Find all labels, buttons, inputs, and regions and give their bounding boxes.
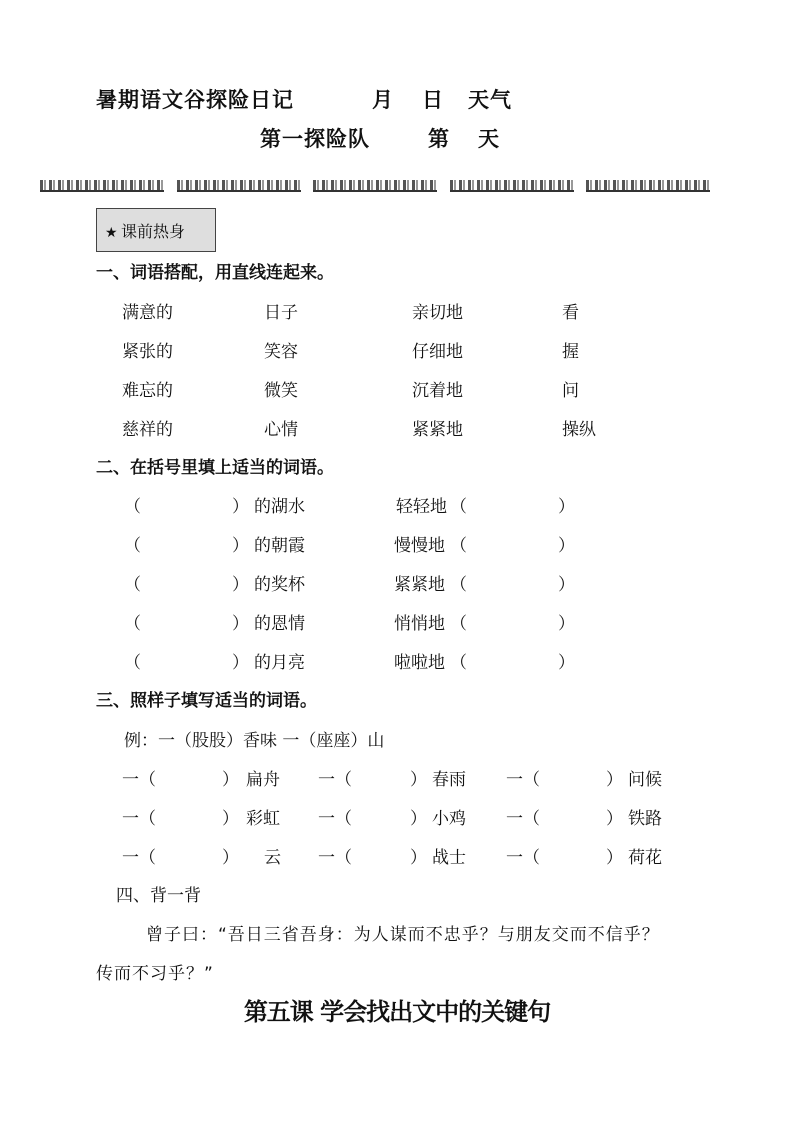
section1-title: 一、词语搭配，用直线连起来。 [96, 263, 334, 283]
match-word: 慈祥的 [122, 420, 173, 440]
open-paren: （ [124, 497, 141, 517]
weather-label: 天气 [468, 88, 512, 112]
match-word: 问 [562, 381, 579, 401]
measure-noun: 战士 [432, 848, 466, 868]
border-segment [177, 180, 301, 192]
match-word: 微笑 [264, 381, 298, 401]
day-count-suffix: 天 [478, 127, 500, 151]
close-paren: ） [410, 809, 427, 829]
open-paren: （ [450, 497, 467, 517]
team-name: 第一探险队 [260, 127, 370, 151]
warmup-box [96, 208, 216, 252]
measure-noun: 春雨 [432, 770, 466, 790]
measure-noun: 问候 [628, 770, 662, 790]
match-word: 沉着地 [412, 381, 463, 401]
measure-prefix: 一（ [122, 809, 156, 829]
open-paren: （ [450, 653, 467, 673]
measure-prefix: 一（ [122, 770, 156, 790]
example-line: 例：一（股股）香味 一（座座）山 [124, 731, 385, 751]
quote-line-2: 传而不习乎？” [96, 964, 214, 984]
section4-title: 四、背一背 [116, 886, 201, 906]
close-paren: ） [232, 497, 249, 517]
match-word: 难忘的 [122, 381, 173, 401]
measure-prefix: 一（ [318, 809, 352, 829]
fill-word: 慢慢地 [394, 536, 445, 556]
match-word: 紧张的 [122, 342, 173, 362]
fill-word: 轻轻地 [396, 497, 447, 517]
open-paren: （ [124, 614, 141, 634]
match-word: 满意的 [122, 303, 173, 323]
close-paren: ） [232, 575, 249, 595]
day-count-prefix: 第 [428, 127, 450, 151]
fill-word: 的恩情 [254, 614, 305, 634]
open-paren: （ [450, 575, 467, 595]
close-paren: ） [410, 770, 427, 790]
diary-title: 暑期语文谷探险日记 [96, 88, 294, 112]
measure-prefix: 一（ [318, 848, 352, 868]
measure-prefix: 一（ [122, 848, 156, 868]
measure-prefix: 一（ [506, 770, 540, 790]
section2-title: 二、在括号里填上适当的词语。 [96, 458, 334, 478]
close-paren: ） [606, 809, 623, 829]
match-word: 笑容 [264, 342, 298, 362]
close-paren: ） [558, 614, 575, 634]
star-icon: ★ [105, 225, 118, 241]
match-word: 心情 [264, 420, 298, 440]
open-paren: （ [124, 653, 141, 673]
match-word: 日子 [264, 303, 298, 323]
close-paren: ） [232, 653, 249, 673]
open-paren: （ [124, 575, 141, 595]
measure-prefix: 一（ [318, 770, 352, 790]
open-paren: （ [450, 536, 467, 556]
close-paren: ） [558, 653, 575, 673]
match-word: 看 [562, 303, 579, 323]
match-word: 握 [562, 342, 579, 362]
close-paren: ） [558, 536, 575, 556]
close-paren: ） [222, 770, 239, 790]
measure-noun: 扁舟 [246, 770, 280, 790]
measure-noun: 小鸡 [432, 809, 466, 829]
section3-title: 三、照样子填写适当的词语。 [96, 691, 317, 711]
day-label: 日 [422, 88, 444, 112]
fill-word: 的月亮 [254, 653, 305, 673]
fill-word: 悄悄地 [394, 614, 445, 634]
close-paren: ） [606, 770, 623, 790]
month-label: 月 [372, 88, 394, 112]
match-word: 仔细地 [412, 342, 463, 362]
close-paren: ） [222, 848, 239, 868]
border-segment [313, 180, 437, 192]
measure-noun: 铁路 [628, 809, 662, 829]
close-paren: ） [222, 809, 239, 829]
close-paren: ） [558, 497, 575, 517]
fill-word: 的湖水 [254, 497, 305, 517]
measure-noun: 云 [264, 848, 281, 868]
match-word: 紧紧地 [412, 420, 463, 440]
fill-word: 紧紧地 [394, 575, 445, 595]
fill-word: 啦啦地 [394, 653, 445, 673]
open-paren: （ [124, 536, 141, 556]
border-segment [40, 180, 164, 192]
measure-prefix: 一（ [506, 809, 540, 829]
warmup-label: 课前热身 [121, 222, 186, 241]
close-paren: ） [232, 536, 249, 556]
fill-word: 的朝霞 [254, 536, 305, 556]
match-word: 亲切地 [412, 303, 463, 323]
close-paren: ） [410, 848, 427, 868]
border-segment [450, 180, 574, 192]
lesson-title: 第五课 学会找出文中的关键句 [243, 998, 551, 1026]
decorative-border [40, 180, 710, 194]
border-segment [586, 180, 710, 192]
close-paren: ） [232, 614, 249, 634]
match-word: 操纵 [562, 420, 596, 440]
measure-prefix: 一（ [506, 848, 540, 868]
close-paren: ） [606, 848, 623, 868]
quote-line-1: 曾子曰：“吾日三省吾身：为人谋而不忠乎？与朋友交而不信乎？ [146, 925, 660, 945]
fill-word: 的奖杯 [254, 575, 305, 595]
close-paren: ） [558, 575, 575, 595]
open-paren: （ [450, 614, 467, 634]
measure-noun: 荷花 [628, 848, 662, 868]
measure-noun: 彩虹 [246, 809, 280, 829]
